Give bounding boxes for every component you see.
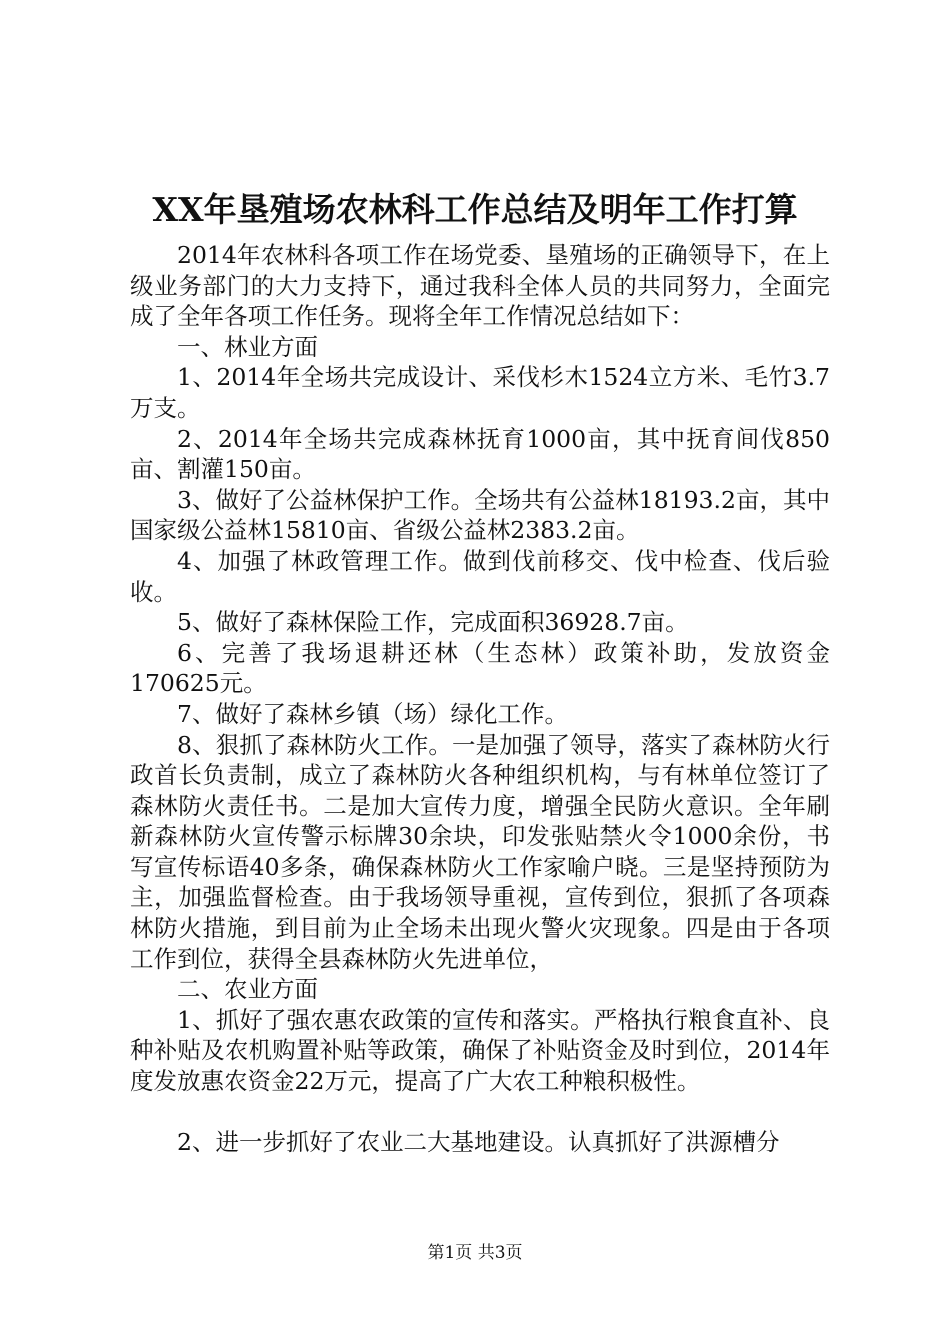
- document-body: [130, 240, 830, 1157]
- paragraph-forestry-2: 2、2014年全场共完成森林抚育1000亩，其中抚育间伐850亩、割灌150亩。: [130, 424, 830, 484]
- paragraph-forestry-3: 3、做好了公益林保护工作。全场共有公益林18193.2亩，其中国家级公益林15810亩、省级公益林2383.2亩。: [130, 485, 830, 545]
- paragraph-forestry-5: 5、做好了森林保险工作，完成面积36928.7亩。: [177, 608, 689, 637]
- paragraph-agriculture-2: 2、进一步抓好了农业二大基地建设。认真抓好了洪源槽分: [177, 1127, 780, 1156]
- paragraph-forestry-4: 4、加强了林政管理工作。做到伐前移交、伐中检查、伐后验收。: [130, 546, 830, 606]
- paragraph-intro: 2014年农林科各项工作在场党委、垦殖场的正确领导下，在上级业务部门的大力支持下，通过我科全体人员的共同努力，全面完成了全年各项工作任务。现将全年工作情况总结如下：: [130, 241, 830, 331]
- page-footer: 第1页 共3页: [427, 1243, 523, 1263]
- paragraph-agriculture-1: 1、抓好了强农惠农政策的宣传和落实。严格执行粮食直补、良种补贴及农机购置补贴等政策，确保了补贴资金及时到位，2014年度发放惠农资金22万元，提高了广大农工种粮积极性。: [130, 1005, 830, 1096]
- paragraph-forestry-6: 6、完善了我场退耕还林（生态林）政策补助，发放资金170625元。: [130, 638, 830, 698]
- document-title: XX年垦殖场农林科工作总结及明年工作打算: [152, 190, 798, 229]
- section-heading-agriculture: 二、农业方面: [177, 975, 318, 1004]
- paragraph-forestry-7: 7、做好了森林乡镇（场）绿化工作。: [177, 699, 568, 728]
- section-heading-forestry: 一、林业方面: [177, 332, 318, 361]
- paragraph-forestry-8: 8、狠抓了森林防火工作。一是加强了领导，落实了森林防火行政首长负责制，成立了森林防火各种组织机构，与有林单位签订了森林防火责任书。二是加大宣传力度，增强全民防火意识。全年刷新森林防火宣传警示标牌30余块，印发张贴禁火令1000余份，书写宣传标语40多条，确保森林防火工作家喻户晓。三是坚持预防为主，加强监督检查。由于我场领导重视，宣传到位，狠抓了各项森林防火措施，到目前为止全场未出现火警火灾现象。四是由于各项工作到位，获得全县森林防火先进单位，: [130, 730, 830, 973]
- paragraph-forestry-1: 1、2014年全场共完成设计、采伐杉木1524立方米、毛竹3.7万支。: [130, 363, 830, 422]
